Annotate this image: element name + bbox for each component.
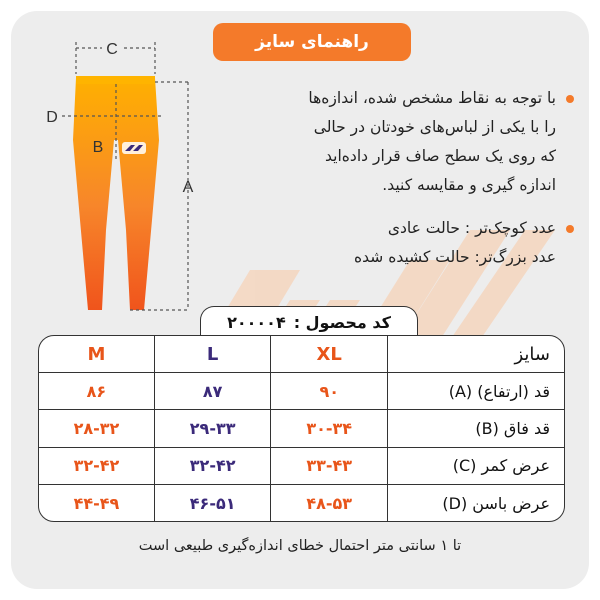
- cell-xl: ۹۰: [271, 373, 388, 410]
- row-label: قد فاق (B): [388, 410, 565, 447]
- row-label: عرض کمر (C): [388, 447, 565, 484]
- size-table: [38, 335, 565, 522]
- instruction-line: را با یکی از لباس‌های خودتان در حالی: [313, 118, 556, 136]
- column-header-xl: XL: [271, 336, 388, 373]
- row-label: قد (ارتفاع) (A): [388, 373, 565, 410]
- page-title: راهنمای سایز: [213, 23, 411, 61]
- instruction-numbers: [230, 214, 574, 272]
- cell-m: ۸۶: [39, 373, 154, 410]
- instruction-line: عدد کوچک‌تر : حالت عادی: [387, 219, 556, 237]
- cell-xl: ۳۳-۴۳: [271, 447, 388, 484]
- instruction-line: که روی یک سطح صاف قرار داده‌اید: [325, 147, 556, 165]
- cell-xl: ۳۰-۳۴: [271, 410, 388, 447]
- label-c: C: [106, 41, 118, 58]
- measurement-error-note: تا ۱ سانتی متر احتمال خطای اندازه‌گیری طبیعی است: [138, 538, 462, 554]
- instruction-line: با توجه به نقاط مشخص شده، اندازه‌ها: [308, 89, 556, 107]
- bullet-dot-icon: [566, 225, 574, 233]
- column-header-l: L: [154, 336, 271, 373]
- table-row: [39, 485, 564, 521]
- table-row: [39, 447, 564, 484]
- brand-logo-icon: [122, 142, 146, 154]
- cell-l: ۸۷: [154, 373, 271, 410]
- product-code: [200, 306, 418, 337]
- label-d: D: [46, 109, 58, 126]
- column-header-m: M: [39, 336, 154, 373]
- table-header-row: [39, 336, 564, 373]
- cell-m: ۴۴-۴۹: [73, 493, 120, 513]
- bullet-dot-icon: [566, 95, 574, 103]
- label-a: A: [182, 179, 194, 196]
- label-b: B: [92, 139, 104, 156]
- cell-m: ۳۲-۴۲: [39, 447, 154, 484]
- row-label: عرض باسن (D): [388, 485, 565, 521]
- product-code-value: ۲۰۰۰۰۴: [227, 312, 286, 332]
- cell-l: ۲۹-۳۳: [154, 410, 271, 447]
- leggings-diagram: [40, 30, 210, 330]
- table-row: [39, 410, 564, 447]
- instruction-line: عدد بزرگ‌تر: حالت کشیده شده: [354, 248, 556, 266]
- instructions: [230, 84, 574, 272]
- product-code-label: کد محصول :: [293, 312, 391, 332]
- instruction-line: اندازه گیری و مقایسه کنید.: [382, 176, 556, 194]
- cell-xl: ۴۸-۵۳: [271, 485, 388, 521]
- cell-l: ۴۶-۵۱: [154, 485, 271, 521]
- cell-m: ۲۸-۳۲: [39, 410, 154, 447]
- size-header-label: سایز: [388, 336, 565, 373]
- instruction-measure: [230, 84, 574, 200]
- cell-l: ۳۲-۴۲: [154, 447, 271, 484]
- table-row: [39, 373, 564, 410]
